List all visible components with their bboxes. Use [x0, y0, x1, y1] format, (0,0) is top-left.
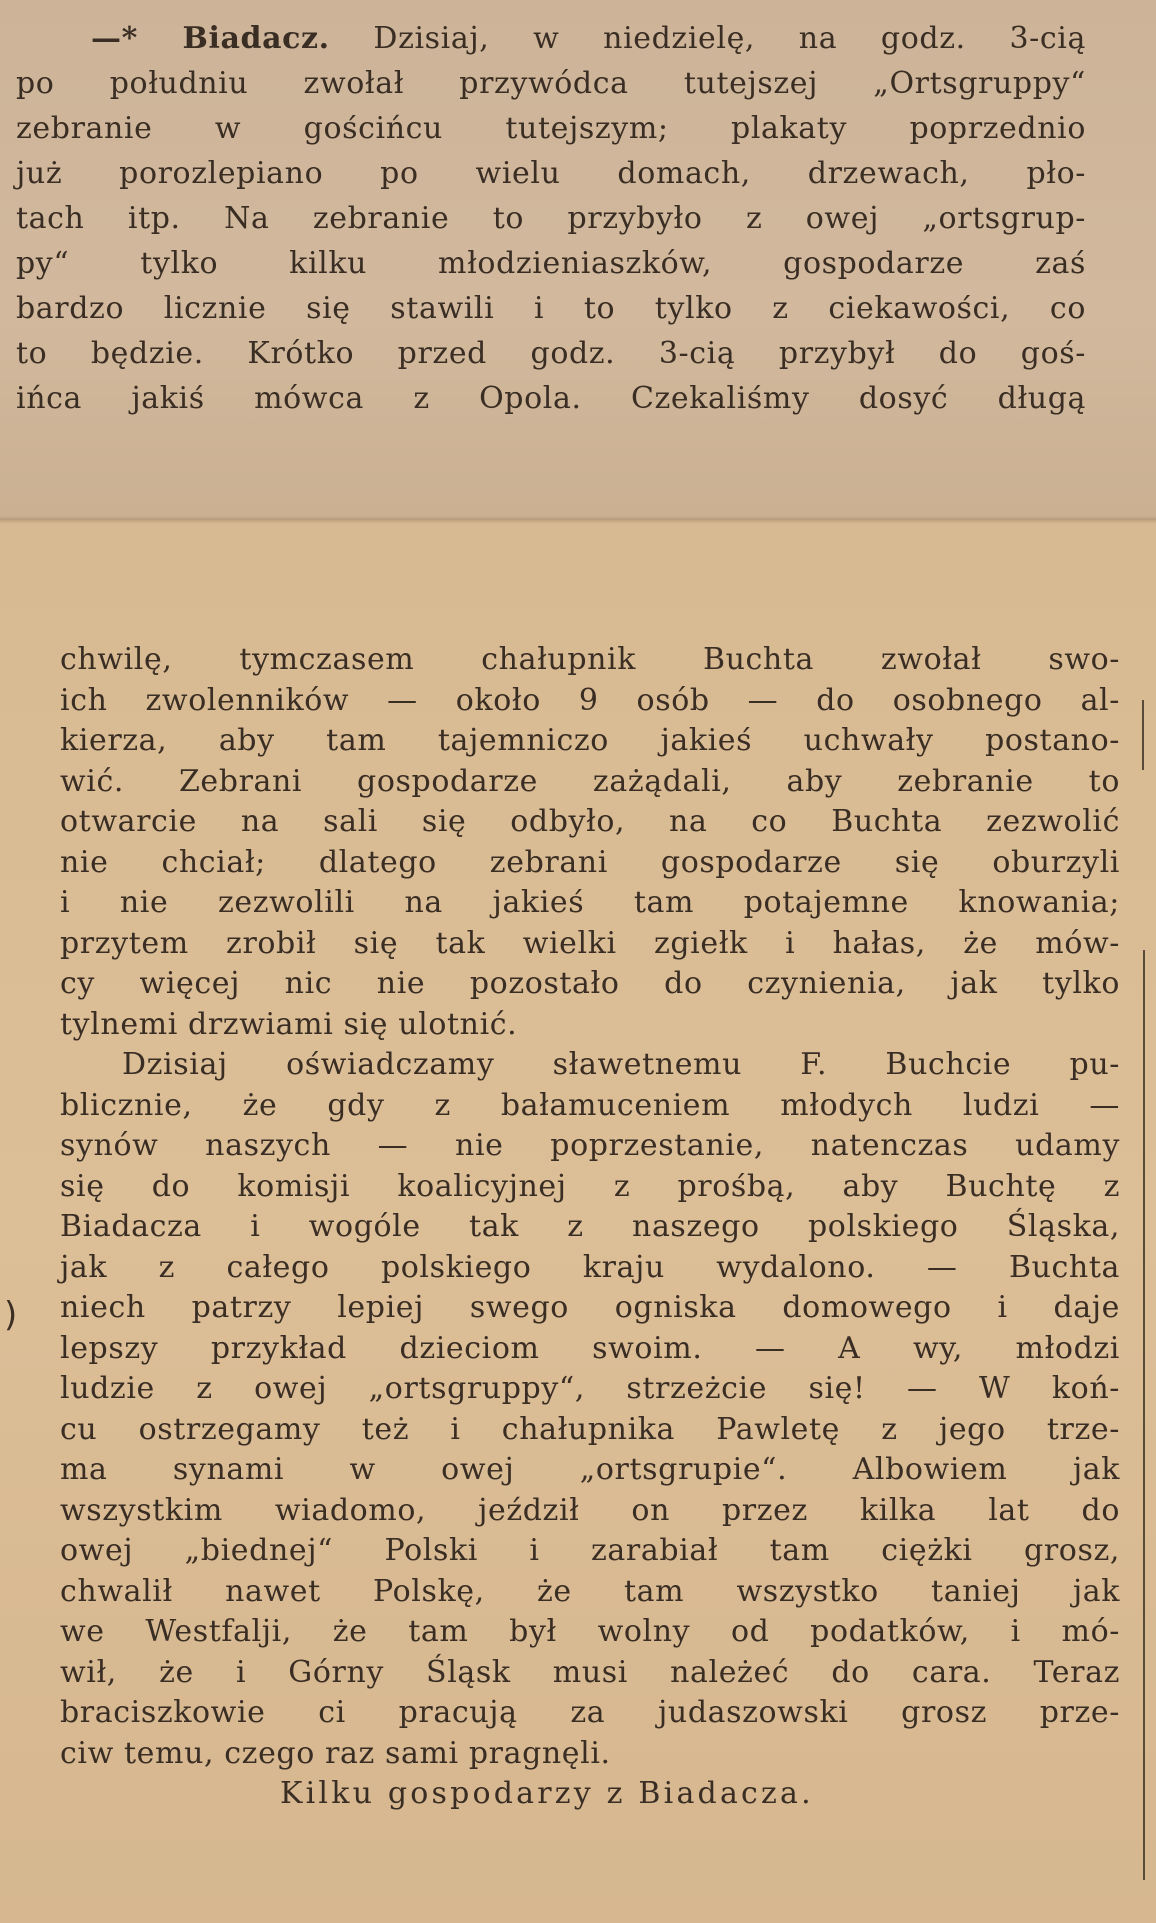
text-line: ich zwolenników — około 9 osób — do osobnego al-	[60, 682, 1120, 718]
text-line: ma synami w owej „ortsgrupie“. Albowiem jak	[60, 1452, 1120, 1487]
text-line-paragraph-end: ciw temu, czego raz sami pragnęli.	[60, 1735, 611, 1771]
text-line: wił, że i Górny Śląsk musi należeć do cara. Teraz	[60, 1654, 1120, 1690]
text-line: py“ tylko kilku młodzieniaszków, gospodarze zaś	[16, 246, 1086, 281]
text-line: otwarcie na sali się odbyło, na co Buchta zezwolić	[60, 804, 1120, 839]
text-line: we Westfalji, że tam był wolny od podatków, i mó-	[60, 1614, 1120, 1649]
text-line: zebranie w gościńcu tutejszym; plakaty poprzednio	[16, 111, 1086, 146]
text-line: to będzie. Krótko przed godz. 3-cią przybył do goś-	[16, 336, 1086, 371]
column-rule	[1143, 950, 1145, 1880]
text-line-first	[16, 16, 1086, 61]
text-line-paragraph-end: tylnemi drzwiami się ulotnić.	[60, 1006, 518, 1042]
clipping-seam	[0, 516, 1156, 524]
article-signature: Kilku gospodarzy z Biadacza.	[280, 1776, 814, 1811]
column-rule	[1142, 700, 1144, 770]
text-line: po południu zwołał przywódca tutejszej „Ortsgruppy“	[16, 66, 1086, 101]
text-line: Biadacza i wogóle tak z naszego polskiego Śląska,	[60, 1209, 1120, 1244]
text-line: jak z całego polskiego kraju wydalono. — Buchta	[60, 1249, 1120, 1285]
text-line: chwilę, tymczasem chałupnik Buchta zwołał swo-	[60, 642, 1120, 677]
text-line: wić. Zebrani gospodarze zażądali, aby zebranie to	[60, 763, 1120, 799]
text-line: blicznie, że gdy z bałamuceniem młodych ludzi —	[60, 1087, 1120, 1123]
text-line: owej „biednej“ Polski i zarabiał tam ciężki grosz,	[60, 1533, 1120, 1568]
text-line: niech patrzy lepiej swego ogniska domowego i daje	[60, 1290, 1120, 1325]
article-heading: —* Biadacz.	[91, 21, 330, 56]
top-text-column	[16, 16, 1086, 421]
text-line: nie chciał; dlatego zebrani gospodarze się oburzyli	[60, 844, 1120, 880]
text-line: bardzo licznie się stawili i to tylko z ciekawości, co	[16, 291, 1086, 326]
text-line: tach itp. Na zebranie to przybyło z owej „ortsgrup-	[16, 201, 1086, 236]
text-line: wszystkim wiadomo, jeździł on przez kilka lat do	[60, 1492, 1120, 1528]
text-line: cu ostrzegamy też i chałupnika Pawletę z jego trze-	[60, 1411, 1120, 1447]
margin-mark: )	[4, 1295, 18, 1335]
first-line-rest: Dzisiaj, w niedzielę, na godz. 3-cią	[329, 21, 1086, 56]
bottom-text-column	[60, 640, 1120, 1815]
text-line-paragraph-start: Dzisiaj oświadczamy sławetnemu F. Buchcie pu-	[122, 1047, 1120, 1082]
text-line: cy więcej nic nie pozostało do czynienia, jak tylko	[60, 966, 1120, 1001]
text-line: już porozlepiano po wielu domach, drzewach, pło-	[16, 156, 1086, 191]
text-line: się do komisji koalicyjnej z prośbą, aby Buchtę z	[60, 1168, 1120, 1204]
text-line: i nie zezwolili na jakieś tam potajemne knowania;	[60, 885, 1120, 920]
text-line: lepszy przykład dzieciom swoim. — A wy, młodzi	[60, 1330, 1120, 1366]
text-line: synów naszych — nie poprzestanie, natenczas udamy	[60, 1128, 1120, 1163]
text-line: chwalił nawet Polskę, że tam wszystko taniej jak	[60, 1573, 1120, 1609]
text-line: kierza, aby tam tajemniczo jakieś uchwały postano-	[60, 723, 1120, 758]
text-line: braciszkowie ci pracują za judaszowski grosz prze-	[60, 1695, 1120, 1730]
text-line: ludzie z owej „ortsgruppy“, strzeżcie się! — W koń-	[60, 1371, 1120, 1406]
text-line: ińca jakiś mówca z Opola. Czekaliśmy dosyć długą	[16, 381, 1086, 416]
text-line: przytem zrobił się tak wielki zgiełk i hałas, że mów-	[60, 925, 1120, 961]
